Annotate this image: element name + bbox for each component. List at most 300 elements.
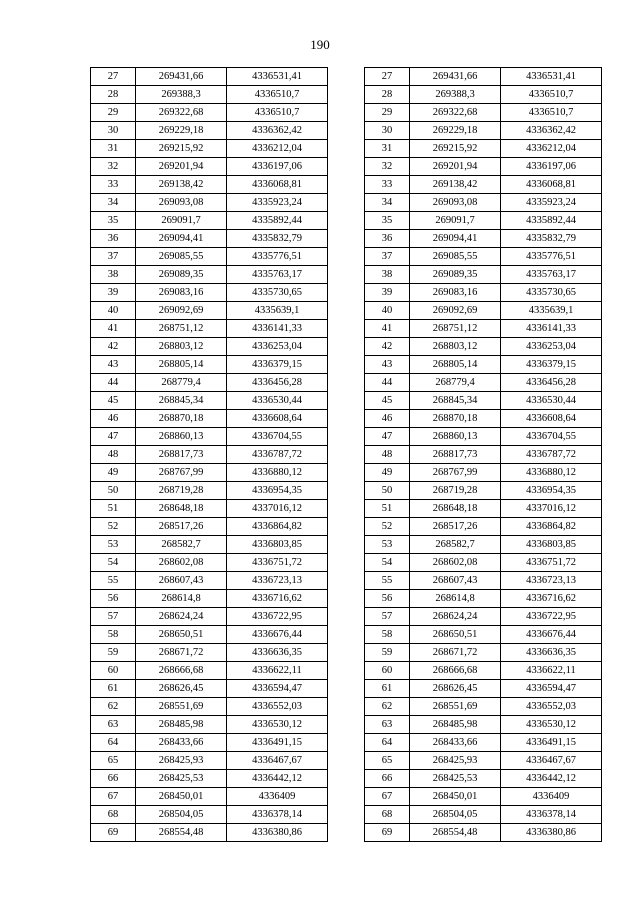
x-coordinate-cell: 269091,7 — [410, 212, 501, 230]
y-coordinate-cell: 4336594,47 — [227, 680, 328, 698]
x-coordinate-cell: 268860,13 — [136, 428, 227, 446]
point-number-cell: 44 — [365, 374, 410, 392]
y-coordinate-cell: 4336704,55 — [227, 428, 328, 446]
point-number-cell: 33 — [91, 176, 136, 194]
x-coordinate-cell: 268582,7 — [136, 536, 227, 554]
point-number-cell: 32 — [365, 158, 410, 176]
point-number-cell: 38 — [365, 266, 410, 284]
x-coordinate-cell: 269089,35 — [136, 266, 227, 284]
y-coordinate-cell: 4336141,33 — [227, 320, 328, 338]
table-row — [365, 68, 602, 86]
table-row — [91, 734, 328, 752]
x-coordinate-cell: 268650,51 — [410, 626, 501, 644]
y-coordinate-cell: 4335639,1 — [501, 302, 602, 320]
x-coordinate-cell: 268648,18 — [410, 500, 501, 518]
table-row — [365, 446, 602, 464]
table-row — [365, 266, 602, 284]
x-coordinate-cell: 268803,12 — [410, 338, 501, 356]
y-coordinate-cell: 4336510,7 — [501, 104, 602, 122]
point-number-cell: 42 — [365, 338, 410, 356]
table-row — [91, 464, 328, 482]
x-coordinate-cell: 268767,99 — [136, 464, 227, 482]
x-coordinate-cell: 268779,4 — [136, 374, 227, 392]
table-row — [365, 320, 602, 338]
point-number-cell: 34 — [365, 194, 410, 212]
table-row — [365, 626, 602, 644]
x-coordinate-cell: 268450,01 — [136, 788, 227, 806]
x-coordinate-cell: 268751,12 — [410, 320, 501, 338]
point-number-cell: 61 — [365, 680, 410, 698]
x-coordinate-cell: 268517,26 — [410, 518, 501, 536]
y-coordinate-cell: 4336467,67 — [227, 752, 328, 770]
point-number-cell: 28 — [365, 86, 410, 104]
y-coordinate-cell: 4336716,62 — [501, 590, 602, 608]
table-row — [91, 410, 328, 428]
point-number-cell: 59 — [91, 644, 136, 662]
x-coordinate-cell: 268666,68 — [410, 662, 501, 680]
y-coordinate-cell: 4336751,72 — [227, 554, 328, 572]
y-coordinate-cell: 4336608,64 — [227, 410, 328, 428]
table-row — [91, 428, 328, 446]
table-row — [91, 68, 328, 86]
y-coordinate-cell: 4336864,82 — [501, 518, 602, 536]
y-coordinate-cell: 4336530,44 — [501, 392, 602, 410]
point-number-cell: 55 — [91, 572, 136, 590]
x-coordinate-cell: 269093,08 — [410, 194, 501, 212]
table-row — [91, 284, 328, 302]
point-number-cell: 45 — [91, 392, 136, 410]
x-coordinate-cell: 268517,26 — [136, 518, 227, 536]
point-number-cell: 43 — [365, 356, 410, 374]
x-coordinate-cell: 268860,13 — [410, 428, 501, 446]
x-coordinate-cell: 268626,45 — [410, 680, 501, 698]
point-number-cell: 68 — [365, 806, 410, 824]
y-coordinate-cell: 4336197,06 — [227, 158, 328, 176]
x-coordinate-cell: 269388,3 — [410, 86, 501, 104]
point-number-cell: 41 — [91, 320, 136, 338]
coordinates-table-left — [90, 67, 328, 842]
x-coordinate-cell: 269092,69 — [410, 302, 501, 320]
y-coordinate-cell: 4335923,24 — [227, 194, 328, 212]
point-number-cell: 27 — [91, 68, 136, 86]
table-row — [91, 518, 328, 536]
point-number-cell: 37 — [91, 248, 136, 266]
x-coordinate-cell: 269092,69 — [136, 302, 227, 320]
x-coordinate-cell: 268485,98 — [410, 716, 501, 734]
x-coordinate-cell: 268719,28 — [136, 482, 227, 500]
y-coordinate-cell: 4336787,72 — [227, 446, 328, 464]
x-coordinate-cell: 269089,35 — [410, 266, 501, 284]
table-row — [365, 230, 602, 248]
point-number-cell: 32 — [91, 158, 136, 176]
x-coordinate-cell: 268817,73 — [410, 446, 501, 464]
point-number-cell: 45 — [365, 392, 410, 410]
point-number-cell: 38 — [91, 266, 136, 284]
y-coordinate-cell: 4336880,12 — [501, 464, 602, 482]
y-coordinate-cell: 4336723,13 — [501, 572, 602, 590]
point-number-cell: 39 — [91, 284, 136, 302]
point-number-cell: 30 — [91, 122, 136, 140]
table-row — [365, 140, 602, 158]
y-coordinate-cell: 4336676,44 — [227, 626, 328, 644]
y-coordinate-cell: 4336954,35 — [501, 482, 602, 500]
x-coordinate-cell: 269093,08 — [136, 194, 227, 212]
y-coordinate-cell: 4336531,41 — [501, 68, 602, 86]
table-row — [365, 806, 602, 824]
y-coordinate-cell: 4336622,11 — [227, 662, 328, 680]
point-number-cell: 33 — [365, 176, 410, 194]
y-coordinate-cell: 4337016,12 — [227, 500, 328, 518]
table-row — [365, 194, 602, 212]
x-coordinate-cell: 268845,34 — [136, 392, 227, 410]
y-coordinate-cell: 4336676,44 — [501, 626, 602, 644]
point-number-cell: 69 — [365, 824, 410, 842]
y-coordinate-cell: 4336622,11 — [501, 662, 602, 680]
point-number-cell: 29 — [91, 104, 136, 122]
y-coordinate-cell: 4336723,13 — [227, 572, 328, 590]
table-row — [365, 572, 602, 590]
table-row — [365, 176, 602, 194]
y-coordinate-cell: 4335923,24 — [501, 194, 602, 212]
table-row — [91, 662, 328, 680]
point-number-cell: 56 — [365, 590, 410, 608]
y-coordinate-cell: 4336716,62 — [227, 590, 328, 608]
x-coordinate-cell: 268582,7 — [410, 536, 501, 554]
y-coordinate-cell: 4336409 — [501, 788, 602, 806]
x-coordinate-cell: 268425,53 — [410, 770, 501, 788]
point-number-cell: 60 — [91, 662, 136, 680]
point-number-cell: 49 — [91, 464, 136, 482]
point-number-cell: 35 — [91, 212, 136, 230]
x-coordinate-cell: 268551,69 — [136, 698, 227, 716]
table-row — [91, 140, 328, 158]
point-number-cell: 55 — [365, 572, 410, 590]
x-coordinate-cell: 269322,68 — [136, 104, 227, 122]
x-coordinate-cell: 268504,05 — [410, 806, 501, 824]
point-number-cell: 49 — [365, 464, 410, 482]
x-coordinate-cell: 268504,05 — [136, 806, 227, 824]
point-number-cell: 31 — [365, 140, 410, 158]
table-row — [91, 608, 328, 626]
y-coordinate-cell: 4335832,79 — [227, 230, 328, 248]
y-coordinate-cell: 4336442,12 — [501, 770, 602, 788]
table-row — [365, 518, 602, 536]
table-row — [365, 500, 602, 518]
table-row — [91, 356, 328, 374]
table-row — [91, 788, 328, 806]
table-row — [365, 608, 602, 626]
point-number-cell: 36 — [91, 230, 136, 248]
table-row — [91, 752, 328, 770]
table-row — [365, 536, 602, 554]
table-row — [365, 374, 602, 392]
coordinates-table-right — [364, 67, 602, 842]
table-row — [365, 680, 602, 698]
point-number-cell: 30 — [365, 122, 410, 140]
point-number-cell: 65 — [365, 752, 410, 770]
x-coordinate-cell: 268554,48 — [410, 824, 501, 842]
table-row — [91, 158, 328, 176]
table-row — [365, 428, 602, 446]
table-row — [91, 86, 328, 104]
table-row — [91, 320, 328, 338]
x-coordinate-cell: 269388,3 — [136, 86, 227, 104]
table-row — [365, 770, 602, 788]
table-row — [91, 266, 328, 284]
y-coordinate-cell: 4336510,7 — [227, 104, 328, 122]
y-coordinate-cell: 4336510,7 — [227, 86, 328, 104]
x-coordinate-cell: 268751,12 — [136, 320, 227, 338]
y-coordinate-cell: 4336141,33 — [501, 320, 602, 338]
table-row — [91, 122, 328, 140]
x-coordinate-cell: 268803,12 — [136, 338, 227, 356]
point-number-cell: 67 — [91, 788, 136, 806]
y-coordinate-cell: 4336531,41 — [227, 68, 328, 86]
table-row — [91, 374, 328, 392]
y-coordinate-cell: 4336594,47 — [501, 680, 602, 698]
point-number-cell: 29 — [365, 104, 410, 122]
point-number-cell: 34 — [91, 194, 136, 212]
table-row — [365, 752, 602, 770]
y-coordinate-cell: 4335892,44 — [227, 212, 328, 230]
y-coordinate-cell: 4336636,35 — [501, 644, 602, 662]
point-number-cell: 39 — [365, 284, 410, 302]
x-coordinate-cell: 269229,18 — [410, 122, 501, 140]
y-coordinate-cell: 4336456,28 — [227, 374, 328, 392]
x-coordinate-cell: 269083,16 — [410, 284, 501, 302]
table-row — [365, 86, 602, 104]
table-row — [365, 464, 602, 482]
x-coordinate-cell: 269201,94 — [410, 158, 501, 176]
y-coordinate-cell: 4336380,86 — [227, 824, 328, 842]
x-coordinate-cell: 268779,4 — [410, 374, 501, 392]
x-coordinate-cell: 269083,16 — [136, 284, 227, 302]
y-coordinate-cell: 4336864,82 — [227, 518, 328, 536]
point-number-cell: 58 — [91, 626, 136, 644]
y-coordinate-cell: 4336362,42 — [501, 122, 602, 140]
table-row — [91, 572, 328, 590]
x-coordinate-cell: 268648,18 — [136, 500, 227, 518]
point-number-cell: 54 — [91, 554, 136, 572]
x-coordinate-cell: 269215,92 — [410, 140, 501, 158]
x-coordinate-cell: 268614,8 — [410, 590, 501, 608]
x-coordinate-cell: 269138,42 — [410, 176, 501, 194]
point-number-cell: 53 — [365, 536, 410, 554]
y-coordinate-cell: 4335730,65 — [501, 284, 602, 302]
x-coordinate-cell: 268805,14 — [410, 356, 501, 374]
x-coordinate-cell: 268450,01 — [410, 788, 501, 806]
table-row — [365, 158, 602, 176]
y-coordinate-cell: 4336212,04 — [227, 140, 328, 158]
table-row — [365, 824, 602, 842]
point-number-cell: 31 — [91, 140, 136, 158]
table-row — [365, 248, 602, 266]
y-coordinate-cell: 4336491,15 — [501, 734, 602, 752]
page-number: 190 — [310, 37, 330, 52]
table-row — [91, 770, 328, 788]
y-coordinate-cell: 4336456,28 — [501, 374, 602, 392]
point-number-cell: 57 — [91, 608, 136, 626]
x-coordinate-cell: 268671,72 — [136, 644, 227, 662]
point-number-cell: 46 — [365, 410, 410, 428]
y-coordinate-cell: 4336510,7 — [501, 86, 602, 104]
x-coordinate-cell: 268666,68 — [136, 662, 227, 680]
point-number-cell: 68 — [91, 806, 136, 824]
point-number-cell: 53 — [91, 536, 136, 554]
x-coordinate-cell: 268870,18 — [136, 410, 227, 428]
x-coordinate-cell: 268602,08 — [136, 554, 227, 572]
table-row — [365, 716, 602, 734]
table-row — [365, 482, 602, 500]
y-coordinate-cell: 4336722,95 — [227, 608, 328, 626]
y-coordinate-cell: 4336704,55 — [501, 428, 602, 446]
point-number-cell: 46 — [91, 410, 136, 428]
y-coordinate-cell: 4336197,06 — [501, 158, 602, 176]
x-coordinate-cell: 268870,18 — [410, 410, 501, 428]
x-coordinate-cell: 268626,45 — [136, 680, 227, 698]
table-row — [365, 284, 602, 302]
point-number-cell: 47 — [91, 428, 136, 446]
table-row — [365, 356, 602, 374]
x-coordinate-cell: 268602,08 — [410, 554, 501, 572]
point-number-cell: 40 — [365, 302, 410, 320]
table-row — [91, 644, 328, 662]
table-row — [91, 554, 328, 572]
table-row — [91, 176, 328, 194]
table-row — [365, 410, 602, 428]
y-coordinate-cell: 4336409 — [227, 788, 328, 806]
point-number-cell: 63 — [91, 716, 136, 734]
point-number-cell: 52 — [365, 518, 410, 536]
x-coordinate-cell: 268767,99 — [410, 464, 501, 482]
y-coordinate-cell: 4336379,15 — [501, 356, 602, 374]
point-number-cell: 28 — [91, 86, 136, 104]
table-row — [91, 302, 328, 320]
x-coordinate-cell: 269094,41 — [410, 230, 501, 248]
y-coordinate-cell: 4336442,12 — [227, 770, 328, 788]
y-coordinate-cell: 4336552,03 — [501, 698, 602, 716]
table-row — [365, 698, 602, 716]
table-row — [91, 626, 328, 644]
table-row — [365, 122, 602, 140]
y-coordinate-cell: 4336068,81 — [501, 176, 602, 194]
y-coordinate-cell: 4336787,72 — [501, 446, 602, 464]
y-coordinate-cell: 4336380,86 — [501, 824, 602, 842]
y-coordinate-cell: 4336379,15 — [227, 356, 328, 374]
x-coordinate-cell: 269201,94 — [136, 158, 227, 176]
y-coordinate-cell: 4336530,12 — [227, 716, 328, 734]
point-number-cell: 66 — [91, 770, 136, 788]
table-row — [365, 212, 602, 230]
point-number-cell: 27 — [365, 68, 410, 86]
y-coordinate-cell: 4336530,12 — [501, 716, 602, 734]
y-coordinate-cell: 4336636,35 — [227, 644, 328, 662]
table-row — [91, 392, 328, 410]
y-coordinate-cell: 4336253,04 — [227, 338, 328, 356]
x-coordinate-cell: 268650,51 — [136, 626, 227, 644]
point-number-cell: 54 — [365, 554, 410, 572]
point-number-cell: 44 — [91, 374, 136, 392]
y-coordinate-cell: 4336803,85 — [227, 536, 328, 554]
table-row — [91, 536, 328, 554]
point-number-cell: 57 — [365, 608, 410, 626]
y-coordinate-cell: 4336378,14 — [227, 806, 328, 824]
point-number-cell: 58 — [365, 626, 410, 644]
point-number-cell: 64 — [91, 734, 136, 752]
table-row — [91, 806, 328, 824]
point-number-cell: 51 — [365, 500, 410, 518]
table-row — [91, 230, 328, 248]
x-coordinate-cell: 269215,92 — [136, 140, 227, 158]
x-coordinate-cell: 268425,93 — [410, 752, 501, 770]
x-coordinate-cell: 269094,41 — [136, 230, 227, 248]
y-coordinate-cell: 4336608,64 — [501, 410, 602, 428]
table-row — [365, 662, 602, 680]
x-coordinate-cell: 268551,69 — [410, 698, 501, 716]
point-number-cell: 41 — [365, 320, 410, 338]
table-row — [91, 680, 328, 698]
x-coordinate-cell: 268719,28 — [410, 482, 501, 500]
table-row — [365, 644, 602, 662]
y-coordinate-cell: 4335892,44 — [501, 212, 602, 230]
x-coordinate-cell: 268607,43 — [410, 572, 501, 590]
table-row — [91, 824, 328, 842]
point-number-cell: 69 — [91, 824, 136, 842]
point-number-cell: 66 — [365, 770, 410, 788]
y-coordinate-cell: 4336722,95 — [501, 608, 602, 626]
x-coordinate-cell: 268624,24 — [136, 608, 227, 626]
point-number-cell: 63 — [365, 716, 410, 734]
point-number-cell: 42 — [91, 338, 136, 356]
y-coordinate-cell: 4335763,17 — [227, 266, 328, 284]
y-coordinate-cell: 4336253,04 — [501, 338, 602, 356]
y-coordinate-cell: 4336552,03 — [227, 698, 328, 716]
x-coordinate-cell: 268485,98 — [136, 716, 227, 734]
y-coordinate-cell: 4336467,67 — [501, 752, 602, 770]
y-coordinate-cell: 4335730,65 — [227, 284, 328, 302]
y-coordinate-cell: 4336751,72 — [501, 554, 602, 572]
point-number-cell: 52 — [91, 518, 136, 536]
y-coordinate-cell: 4335776,51 — [501, 248, 602, 266]
point-number-cell: 61 — [91, 680, 136, 698]
x-coordinate-cell: 268425,93 — [136, 752, 227, 770]
table-row — [365, 554, 602, 572]
point-number-cell: 40 — [91, 302, 136, 320]
point-number-cell: 50 — [91, 482, 136, 500]
table-row — [91, 248, 328, 266]
x-coordinate-cell: 269138,42 — [136, 176, 227, 194]
x-coordinate-cell: 268817,73 — [136, 446, 227, 464]
point-number-cell: 36 — [365, 230, 410, 248]
x-coordinate-cell: 268671,72 — [410, 644, 501, 662]
y-coordinate-cell: 4336954,35 — [227, 482, 328, 500]
table-row — [365, 392, 602, 410]
y-coordinate-cell: 4336803,85 — [501, 536, 602, 554]
x-coordinate-cell: 269229,18 — [136, 122, 227, 140]
point-number-cell: 48 — [91, 446, 136, 464]
table-row — [365, 788, 602, 806]
x-coordinate-cell: 268433,66 — [410, 734, 501, 752]
y-coordinate-cell: 4335776,51 — [227, 248, 328, 266]
x-coordinate-cell: 268425,53 — [136, 770, 227, 788]
x-coordinate-cell: 268845,34 — [410, 392, 501, 410]
x-coordinate-cell: 268433,66 — [136, 734, 227, 752]
x-coordinate-cell: 268624,24 — [410, 608, 501, 626]
table-row — [365, 734, 602, 752]
point-number-cell: 59 — [365, 644, 410, 662]
x-coordinate-cell: 269085,55 — [136, 248, 227, 266]
point-number-cell: 62 — [365, 698, 410, 716]
